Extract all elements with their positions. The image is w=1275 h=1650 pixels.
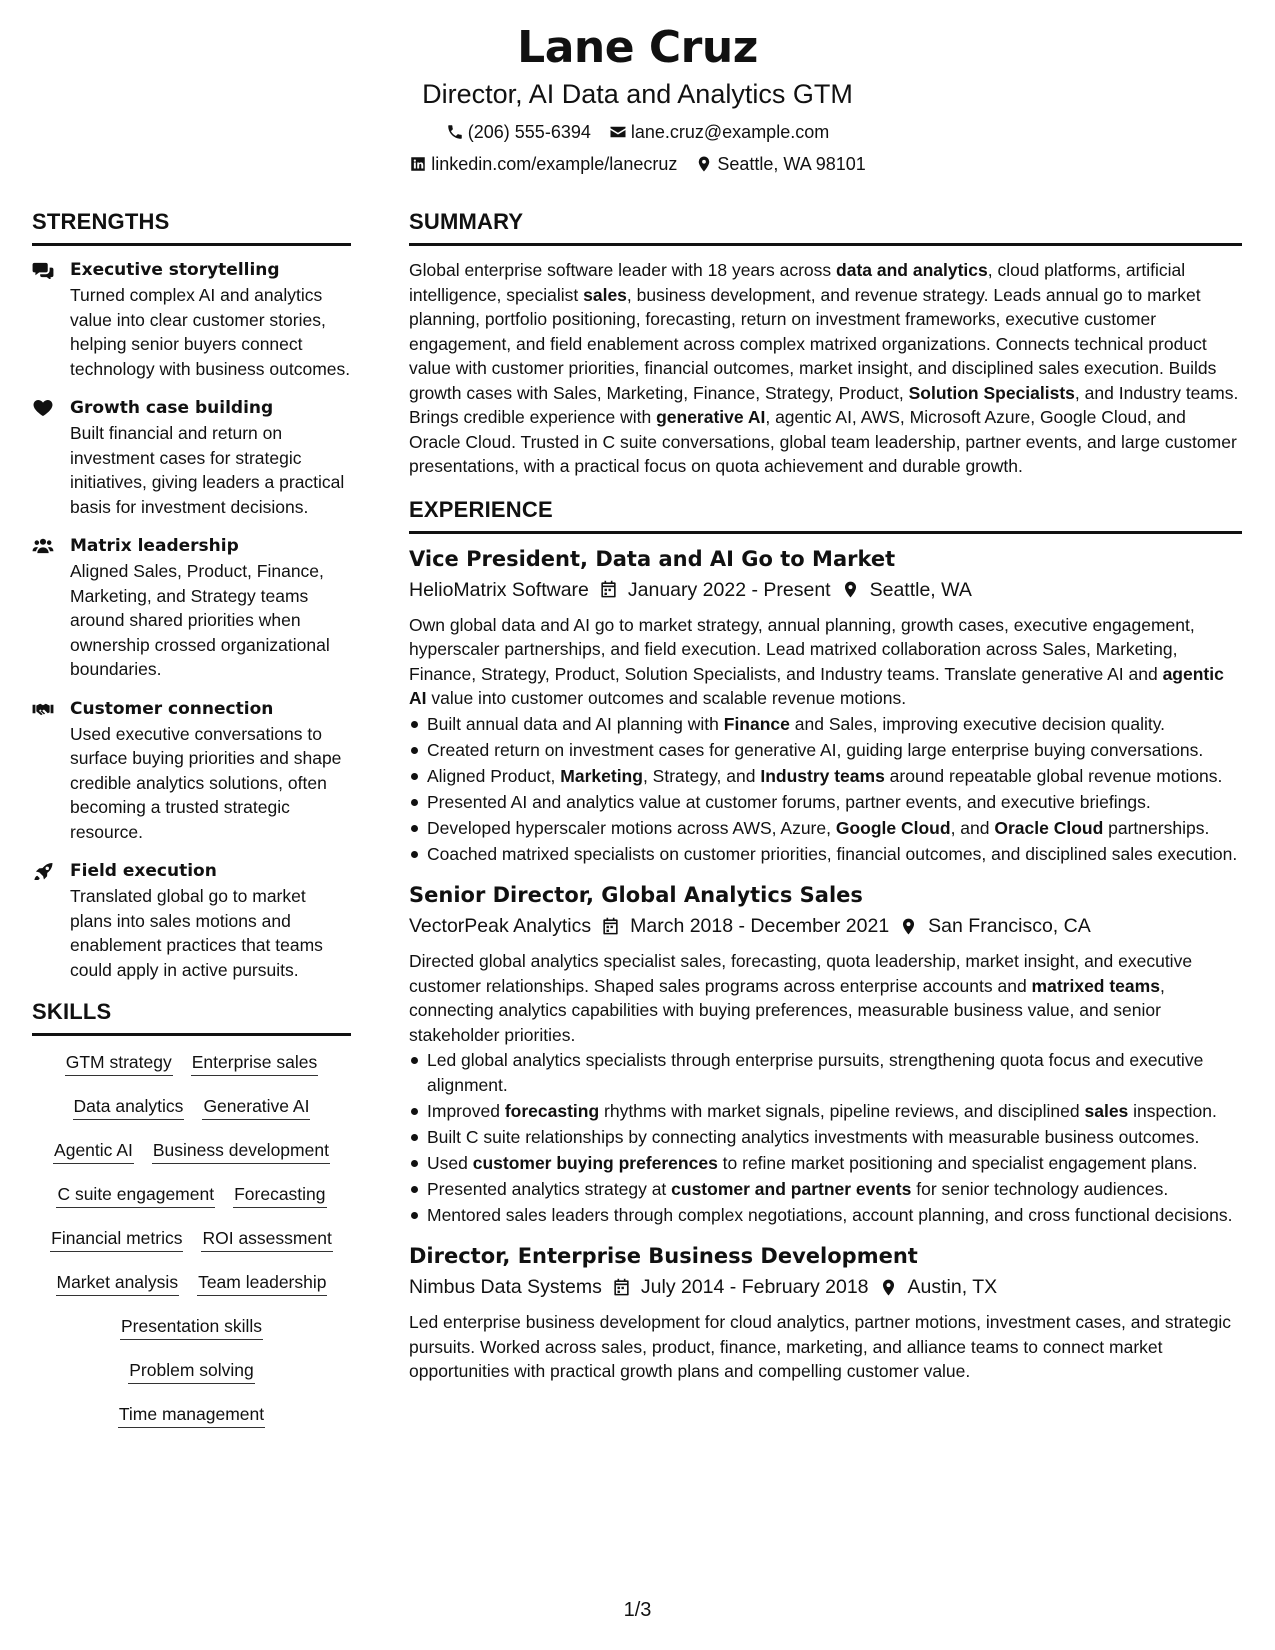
job-location: Austin, TX (907, 1276, 998, 1298)
summary-section (409, 207, 1242, 479)
strengths-section (32, 207, 351, 982)
skill-tag: Agentic AI (53, 1138, 134, 1164)
skill-tag: Forecasting (233, 1182, 326, 1208)
skill-tag: Data analytics (73, 1094, 185, 1120)
job-dates-wrap (612, 1272, 869, 1302)
section-divider (409, 531, 1242, 534)
linkedin-contact[interactable] (409, 150, 677, 178)
list-item: Created return on investment cases for generative AI, guiding large enterprise buying conversations. (409, 738, 1242, 763)
linkedin-link[interactable]: linkedin.com/example/lanecruz (431, 154, 678, 174)
skill-tag: Team leadership (197, 1270, 327, 1296)
job-location: San Francisco, CA (928, 915, 1091, 937)
skills-heading: SKILLS (32, 999, 112, 1024)
job-entry (409, 880, 1242, 1227)
strengths-list (32, 258, 351, 982)
list-item: Presented analytics strategy at customer and partner events for senior technology audiences. (409, 1177, 1242, 1202)
list-item: Coached matrixed specialists on customer priorities, financial outcomes, and disciplined sales execution. (409, 842, 1242, 867)
job-bullets (409, 1048, 1242, 1227)
job-entry (409, 1241, 1242, 1384)
strength-icon-wrap (32, 258, 70, 381)
skill-row (32, 1226, 351, 1252)
job-bullets (409, 712, 1242, 867)
rocket-icon (32, 862, 54, 880)
strength-icon-wrap (32, 859, 70, 982)
list-item: Developed hyperscaler motions across AWS, Azure, Google Cloud, and Oracle Cloud partnerships. (409, 816, 1242, 841)
strength-item (32, 697, 351, 845)
strength-item (32, 534, 351, 682)
list-item: Aligned Product, Marketing, Strategy, and Industry teams around repeatable global revenue motions. (409, 764, 1242, 789)
calendar-icon (599, 580, 618, 599)
job-entry (409, 544, 1242, 867)
experience-heading: EXPERIENCE (409, 496, 553, 522)
contact-row-1 (0, 118, 1275, 146)
strength-icon-wrap (32, 697, 70, 845)
calendar-icon (612, 1278, 631, 1297)
handshake-icon (32, 700, 54, 718)
skill-row (32, 1050, 351, 1076)
resume-header (0, 20, 1275, 178)
list-item: Built C suite relationships by connecting analytics investments with measurable business outcomes. (409, 1125, 1242, 1150)
map-pin-icon (899, 917, 918, 936)
map-pin-icon (695, 155, 713, 173)
location-text: Seattle, WA 98101 (717, 154, 866, 174)
phone-icon (446, 123, 464, 141)
strength-title: Customer connection (70, 698, 274, 719)
job-dates: July 2014 - February 2018 (640, 1276, 869, 1298)
job-meta (409, 1272, 1242, 1302)
job-company: HelioMatrix Software (409, 578, 589, 601)
skill-tag: Problem solving (128, 1358, 255, 1384)
skills-list (32, 1050, 351, 1428)
strength-desc: Used executive conversations to surface buying priorities and shape credible analytics solutions, often becoming a trusted strategic resource. (70, 723, 342, 842)
skill-tag: Business development (152, 1138, 330, 1164)
candidate-title: Director, AI Data and Analytics GTM (422, 79, 853, 109)
skill-tag: ROI assessment (201, 1226, 332, 1252)
job-company: VectorPeak Analytics (409, 915, 592, 937)
strengths-heading: STRENGTHS (32, 209, 170, 234)
job-company: Nimbus Data Systems (409, 1276, 602, 1298)
section-divider (32, 1033, 351, 1036)
section-divider (32, 243, 351, 246)
calendar-icon (601, 917, 620, 936)
strength-icon-wrap (32, 396, 70, 519)
skill-row (32, 1138, 351, 1164)
job-location-wrap (841, 575, 972, 605)
strength-item (32, 396, 351, 519)
strength-item (32, 859, 351, 982)
skills-section (32, 997, 351, 1428)
job-dates-wrap (599, 575, 831, 605)
list-item: Mentored sales leaders through complex negotiations, account planning, and cross functional decisions. (409, 1203, 1242, 1228)
list-item: Improved forecasting rhythms with market signals, pipeline reviews, and disciplined sales inspection. (409, 1099, 1242, 1124)
strength-body (70, 697, 351, 845)
page-number: 1/3 (623, 1599, 652, 1621)
summary-paragraph: Global enterprise software leader with 18 years across data and analytics, cloud platforms, artificial intelligence, specialist sales, business development, and revenue strategy. Leads annual go to market planning, portfolio positioning, forecasting, return on investment frameworks, executive customer engagement, and field enablement across complex matrixed organizations. Connects technical product value with customer priorities, financial outcomes, market insight, and disciplined sales execution. Builds growth cases with Sales, Marketing, Finance, Strategy, Product, Solution Specialists, and Industry teams. Brings credible experience with generative AI, agentic AI, AWS, Microsoft Azure, Google Cloud, and Oracle Cloud. Trusted in C suite conversations, global team leadership, partner events, and large customer presentations, with a practical focus on quota achievement and durable growth. (409, 260, 1239, 476)
phone-text: (206) 555-6394 (467, 122, 591, 142)
strength-title: Executive storytelling (70, 260, 280, 280)
users-icon (32, 537, 54, 555)
skill-tag: GTM strategy (65, 1050, 173, 1076)
skill-tag: Generative AI (202, 1094, 310, 1120)
skill-row (32, 1314, 351, 1340)
map-pin-icon (879, 1278, 898, 1297)
job-dates: March 2018 - December 2021 (630, 915, 890, 937)
linkedin-icon (409, 155, 427, 173)
job-meta (409, 911, 1242, 941)
candidate-name: Lane Cruz (517, 22, 758, 73)
job-location-wrap (899, 911, 1091, 941)
strength-title: Field execution (70, 861, 217, 881)
skill-row (32, 1270, 351, 1296)
strength-body (70, 534, 351, 682)
right-column (409, 207, 1242, 1384)
location-contact (695, 150, 865, 178)
job-description: Led enterprise business development for cloud analytics, partner motions, investment cases, and strategic pursuits. Worked across sales, product, finance, marketing, and alliance teams to connect market opportunities with practical growth plans and compelling customer value. (409, 1312, 1231, 1381)
skill-tag: C suite engagement (56, 1182, 215, 1208)
strength-item (32, 258, 351, 381)
strength-body (70, 396, 351, 519)
map-pin-icon (841, 580, 860, 599)
strength-body (70, 258, 351, 381)
job-title: Vice President, Data and AI Go to Market (409, 546, 896, 571)
email-contact[interactable] (609, 118, 829, 146)
job-dates-wrap (601, 911, 889, 941)
skill-row (32, 1182, 351, 1208)
email-link[interactable]: lane.cruz@example.com (630, 122, 830, 142)
envelope-icon (609, 123, 627, 141)
strength-icon-wrap (32, 534, 70, 682)
summary-heading: SUMMARY (409, 209, 524, 234)
skill-row (32, 1358, 351, 1384)
job-meta (409, 575, 1242, 605)
contact-row-2 (0, 150, 1275, 178)
list-item: Used customer buying preferences to refine market positioning and specialist engagement plans. (409, 1151, 1242, 1176)
left-column (32, 207, 351, 1446)
comments-icon (32, 261, 54, 279)
section-divider (409, 243, 1242, 246)
skill-tag: Time management (118, 1402, 265, 1428)
skill-tag: Presentation skills (120, 1314, 263, 1340)
list-item: Led global analytics specialists through enterprise pursuits, strengthening quota focus and executive alignment. (409, 1048, 1242, 1097)
experience-section (409, 495, 1242, 1384)
job-dates: January 2022 - Present (627, 578, 831, 601)
strength-desc: Built financial and return on investment cases for strategic initiatives, giving leaders a practical basis for investment decisions. (70, 423, 345, 517)
job-description: Directed global analytics specialist sales, forecasting, quota leadership, market insight, and executive customer relationships. Shaped sales programs across enterprise accounts and matrixed teams, connecting analytics capabilities with buying preferences, measurable business value, and senior stakeholder priorities. (409, 951, 1193, 1045)
strength-title: Growth case building (70, 398, 274, 418)
heart-icon (32, 399, 54, 417)
skill-tag: Financial metrics (50, 1226, 183, 1252)
skill-tag: Market analysis (56, 1270, 180, 1296)
list-item: Presented AI and analytics value at customer forums, partner events, and executive briefings. (409, 790, 1242, 815)
job-title: Senior Director, Global Analytics Sales (409, 883, 863, 907)
strength-title: Matrix leadership (70, 536, 239, 556)
job-location-wrap (879, 1272, 998, 1302)
job-location: Seattle, WA (869, 578, 972, 601)
list-item: Built annual data and AI planning with Finance and Sales, improving executive decision quality. (409, 712, 1242, 737)
job-title: Director, Enterprise Business Development (409, 1244, 918, 1268)
skill-row (32, 1402, 351, 1428)
phone-contact (446, 118, 591, 146)
skill-tag: Enterprise sales (191, 1050, 318, 1076)
job-description: Own global data and AI go to market strategy, annual planning, growth cases, executive engagement, hyperscaler partnerships, and field execution. Lead matrixed collaboration across Sales, Marketing, Finance, Strategy, Product, Solution Specialists, and Industry teams. Translate generative AI and agentic AI value into customer outcomes and scalable revenue motions. (409, 614, 1224, 708)
strength-body (70, 859, 351, 982)
jobs-list (409, 544, 1242, 1384)
strength-desc: Aligned Sales, Product, Finance, Marketing, and Strategy teams around shared priorities when ownership crossed organizational boundaries. (70, 561, 330, 679)
skill-row (32, 1094, 351, 1120)
strength-desc: Translated global go to market plans into sales motions and enablement practices that teams could apply in active pursuits. (70, 886, 323, 980)
strength-desc: Turned complex AI and analytics value into clear customer stories, helping senior buyers connect technology with business outcomes. (70, 285, 351, 379)
